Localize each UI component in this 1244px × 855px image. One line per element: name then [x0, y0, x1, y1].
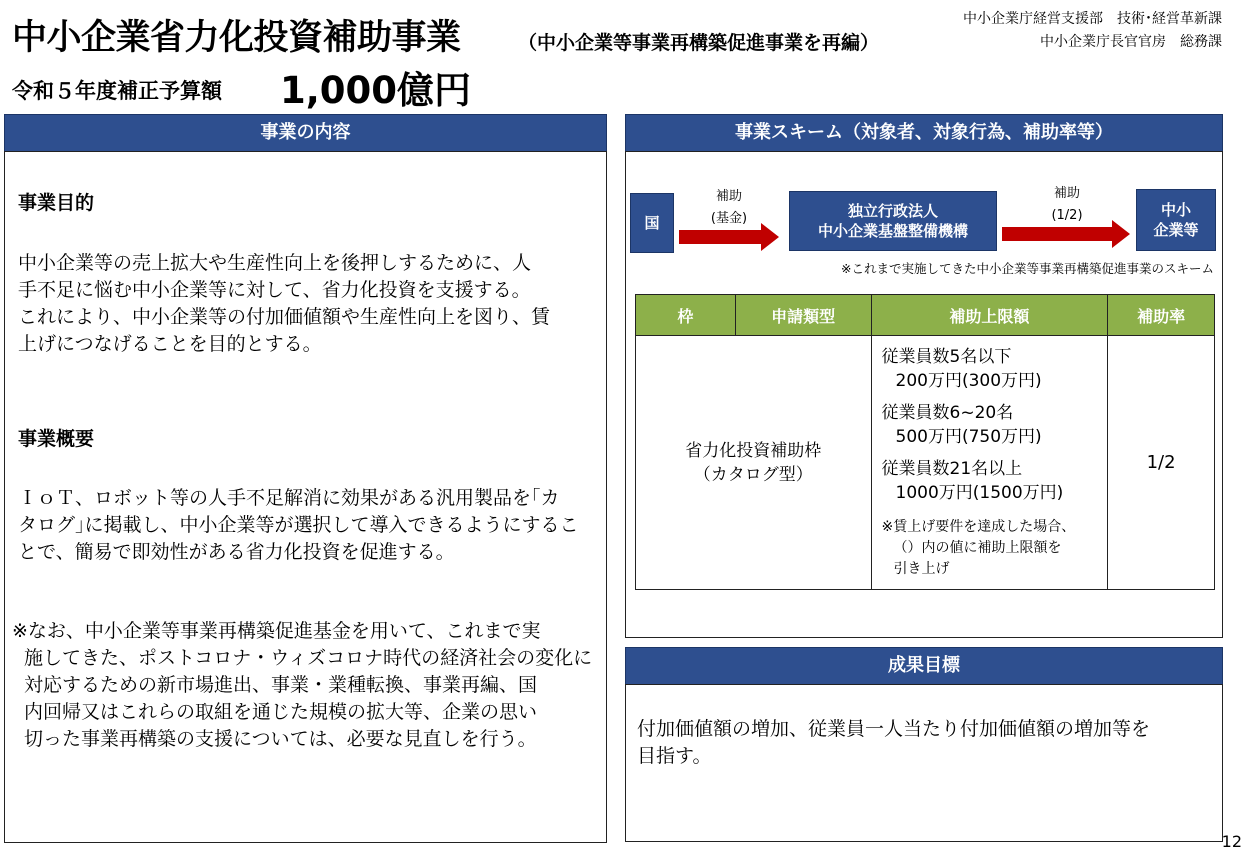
frame-cell: [636, 336, 872, 590]
table-header-type: 申請類型: [735, 295, 871, 336]
note-line: 切った事業再構築の支援については、必要な見直しを行う。: [24, 728, 537, 750]
tier-amount: 500万円(750万円): [895, 427, 1042, 447]
note-line: ※なお、中小企業等事業再構築促進基金を用いて、これまで実: [12, 620, 541, 642]
frame-type: （カタログ型）: [693, 464, 813, 485]
purpose-line: 中小企業等の売上拡大や生産性向上を後押しするために、人: [18, 252, 532, 274]
table-header-limit: 補助上限額: [871, 295, 1108, 336]
note-line: 施してきた、ポストコロナ・ウィズコロナ時代の経済社会の変化に: [24, 647, 593, 669]
arrow-right-icon: [679, 223, 779, 251]
arrow2-label-line: 補助: [1053, 186, 1080, 201]
purpose-text: [18, 250, 603, 358]
frame-name: 省力化投資補助枠: [685, 440, 822, 461]
page-subtitle: （中小企業等事業再構築促進事業を再編）: [518, 32, 880, 54]
limit-note-line: ※賃上げ要件を達成した場合、: [881, 519, 1076, 535]
arrow1-label-line: (基金): [710, 211, 748, 226]
arrow1-label-line: 補助: [715, 189, 742, 204]
overview-line: ＩｏＴ、ロボット等の人手不足解消に効果がある汎用製品を｢カ: [18, 487, 560, 509]
tier: [882, 345, 1104, 393]
purpose-heading: 事業目的: [18, 192, 95, 214]
overview-heading: 事業概要: [18, 428, 95, 450]
tier-amount: 200万円(300万円): [895, 371, 1042, 391]
arrow2-label-line: (1/2): [1051, 208, 1083, 223]
flow-note: ※これまで実施してきた中小企業等事業再構築促進事業のスキーム: [841, 261, 1214, 276]
note-line: 内回帰又はこれらの取組を通じた規模の拡大等、企業の思い: [24, 701, 538, 723]
purpose-line: 手不足に悩む中小企業等に対して、省力化投資を支援する。: [18, 279, 531, 301]
budget-label: 令和５年度補正予算額: [12, 79, 222, 103]
overview-text: [18, 485, 603, 566]
table-header-row: [636, 295, 1215, 336]
goal-text: [637, 716, 1222, 770]
department-1: 中小企業庁経営支援部 技術･経営革新課: [963, 11, 1222, 27]
limit-note: [882, 517, 1104, 580]
goal-line: 付加価値額の増加、従業員一人当たり付加価値額の増加等を: [637, 718, 1151, 740]
scheme-section-bar: 事業スキーム（対象者、対象行為、補助率等）: [625, 114, 1223, 152]
tier: [882, 401, 1104, 449]
overview-line: タログ｣に掲載し、中小企業等が選択して導入できるようにするこ: [18, 514, 579, 536]
revision-note: [12, 618, 602, 753]
table-header-frame: 枠: [636, 295, 736, 336]
tier: [882, 457, 1104, 505]
tier-label: 従業員数6~20名: [881, 403, 1014, 423]
limit-note-line: （）内の値に補助上限額を: [893, 540, 1062, 556]
page-title: 中小企業省力化投資補助事業: [12, 18, 461, 58]
purpose-line: これにより、中小企業等の付加価値額や生産性向上を図り、賃: [18, 306, 551, 328]
rate-cell: 1/2: [1108, 336, 1215, 590]
arrow-right-icon: [1002, 220, 1130, 248]
limit-note-line: 引き上げ: [893, 561, 950, 577]
content-section-bar: 事業の内容: [4, 114, 607, 152]
flow-node-smrj: 独立行政法人 中小企業基盤整備機構: [789, 191, 997, 251]
purpose-line: 上げにつなげることを目的とする。: [18, 333, 322, 355]
tier-label: 従業員数5名以下: [881, 347, 1012, 367]
tier-amount: 1000万円(1500万円): [895, 483, 1064, 503]
goal-section-bar: 成果目標: [625, 647, 1223, 685]
note-line: 対応するための新市場進出、事業・業種転換、事業再編、国: [24, 674, 538, 696]
scheme-table: [635, 294, 1215, 590]
overview-line: とで、簡易で即効性がある省力化投資を促進する。: [18, 541, 455, 563]
budget-amount: 1,000億円: [280, 69, 472, 112]
flow-node-country: 国: [630, 193, 674, 253]
flow-node-sme: 中小 企業等: [1136, 189, 1216, 251]
limit-cell: [871, 336, 1108, 590]
department-2: 中小企業庁長官官房 総務課: [1040, 34, 1222, 50]
goal-line: 目指す。: [637, 745, 712, 767]
tier-label: 従業員数21名以上: [881, 459, 1023, 479]
table-row: [636, 336, 1215, 590]
table-header-rate: 補助率: [1108, 295, 1215, 336]
page-number: 12: [1221, 832, 1242, 851]
